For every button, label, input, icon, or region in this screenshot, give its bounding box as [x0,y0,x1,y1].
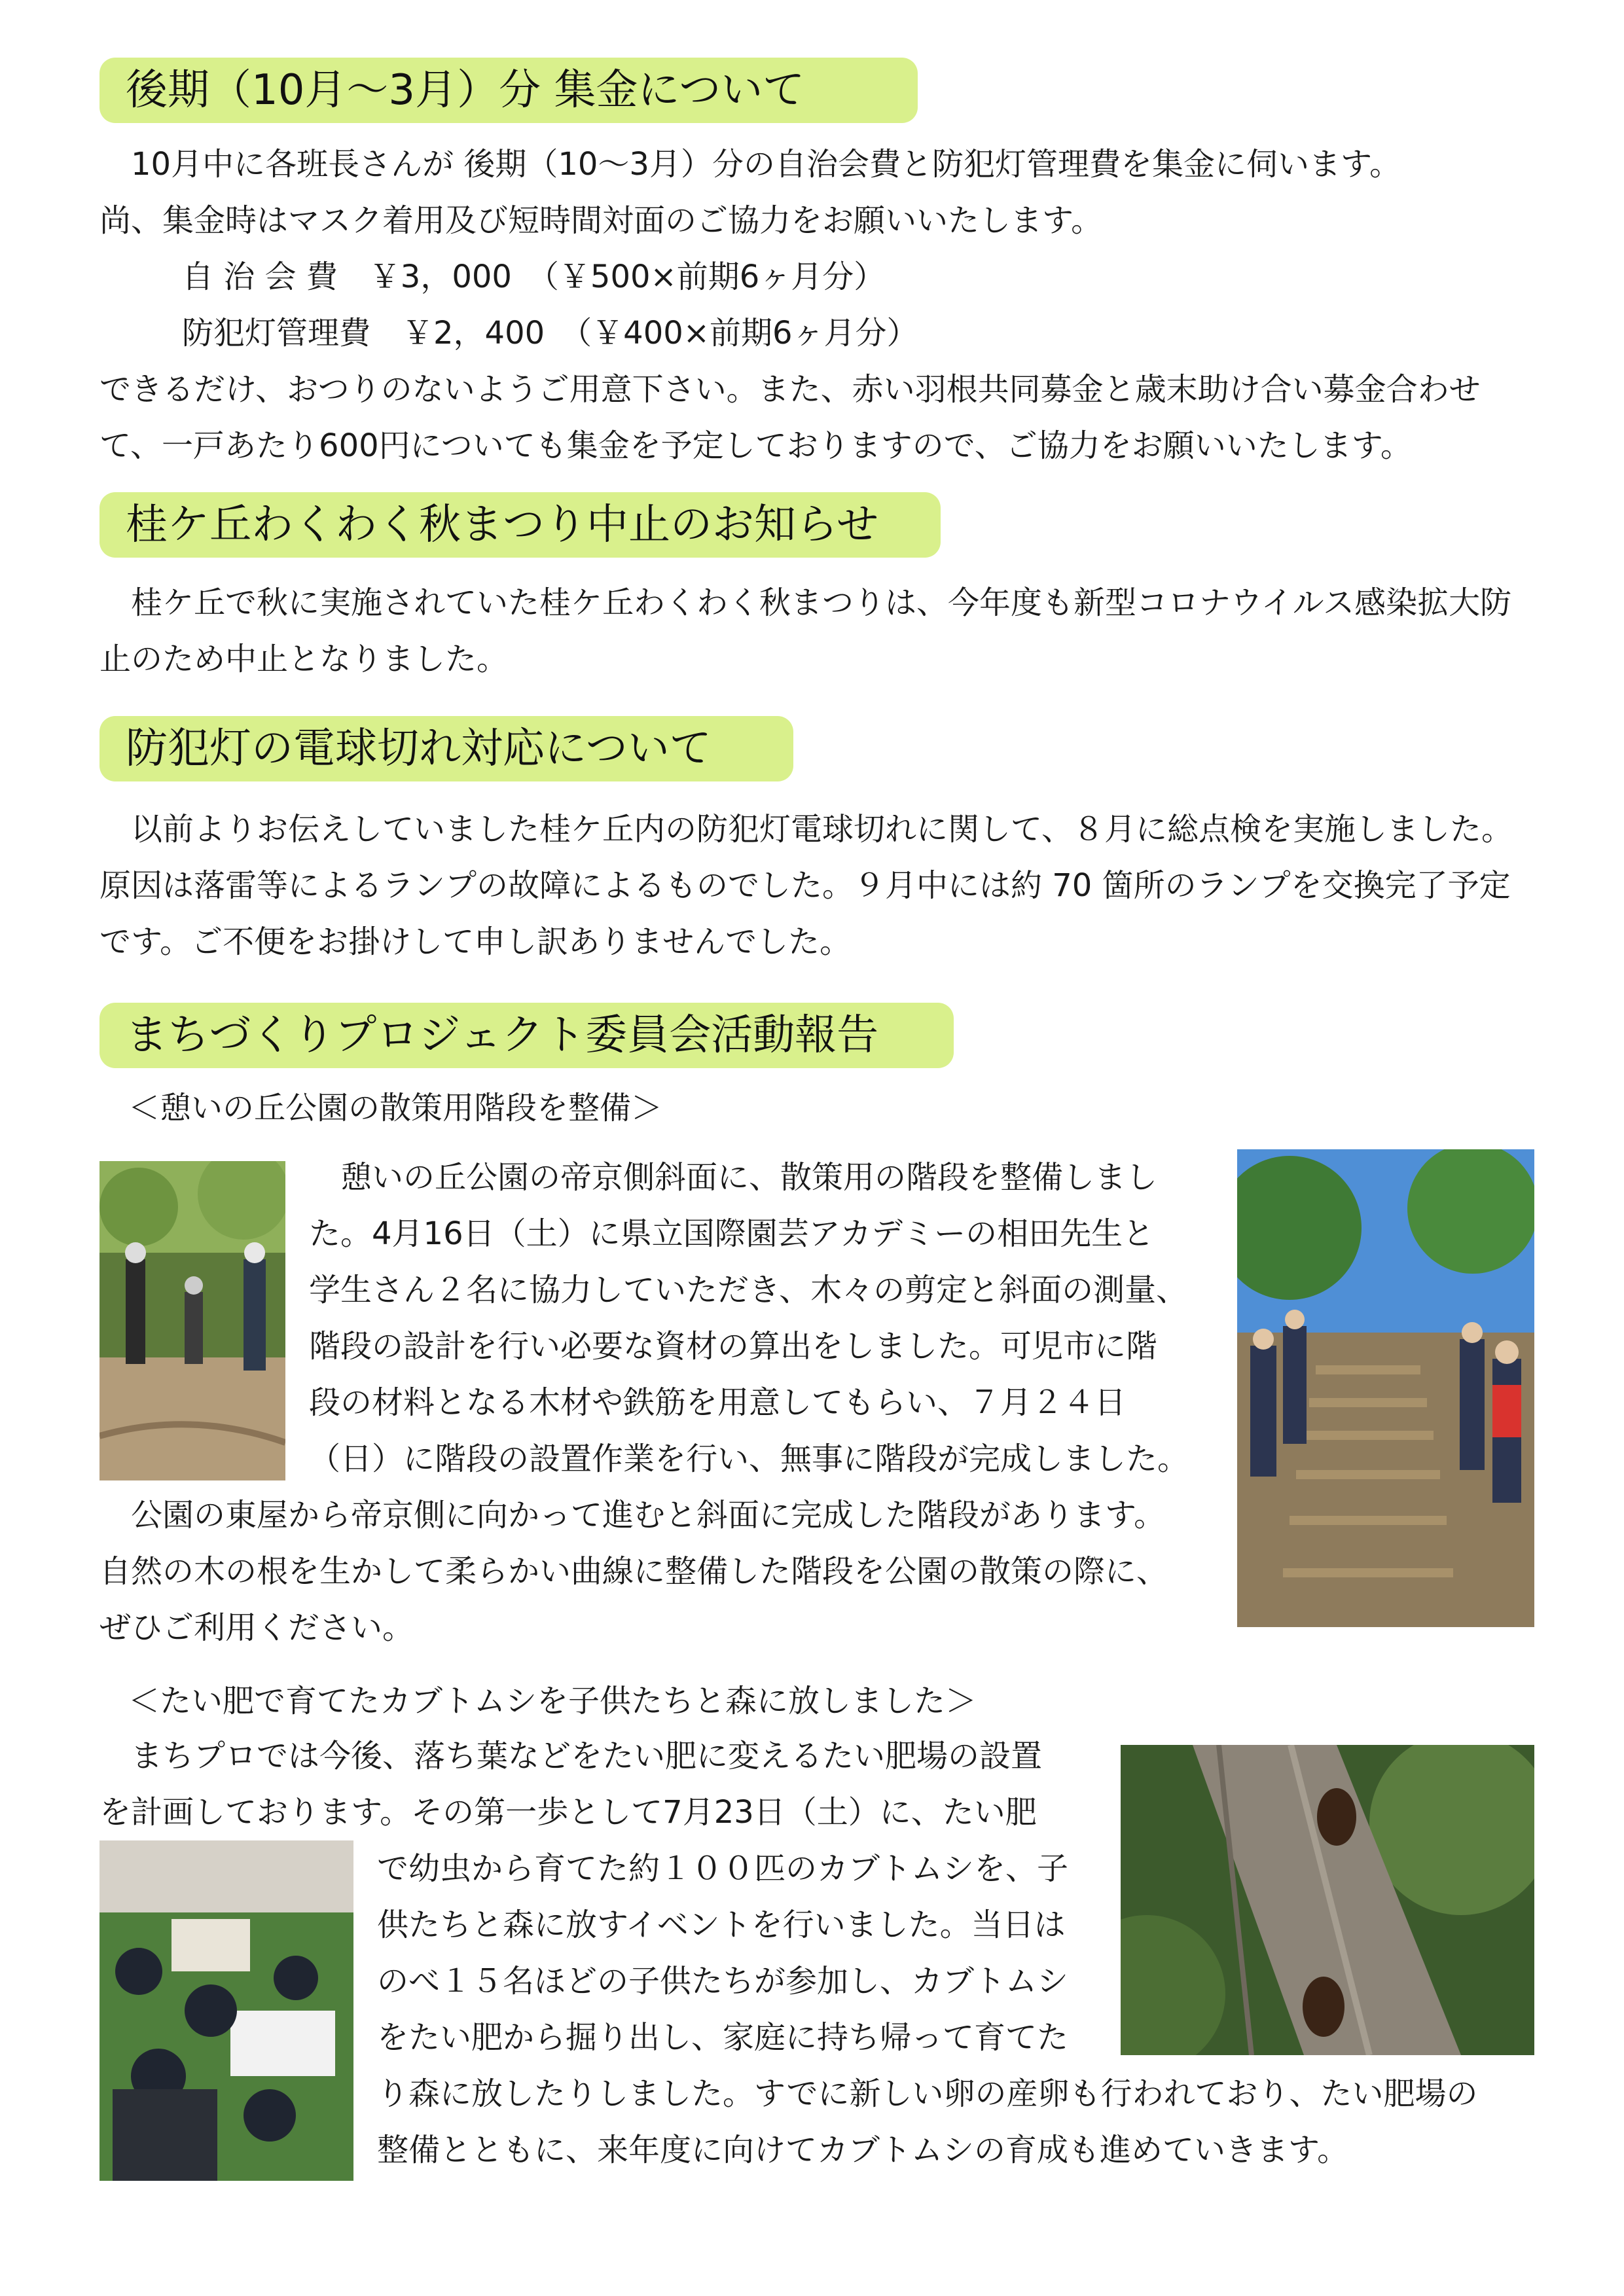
beetle-line-4: 供たちと森に放すイベントを行いました。当日は [377,1907,1066,1943]
work-photo [99,1161,285,1480]
beetle-line-5: のべ１５名ほどの子供たちが参加し、カブトムシ [377,1963,1069,2000]
collection-intro-text: 10月中に各班長さんが 後期（10～3月）分の自治会費と防犯灯管理費を集金に伺います。 尚、集金時はマスク着用及び短時間対面のご協力をお願いいたします。 [99,146,1401,239]
stairs-line-5: 段の材料となる木材や鉄筋を用意してもらい、７月２４日 [309,1384,1127,1421]
collection-note-text: できるだけ、おつりのないようご用意下さい。また、赤い羽根共同募金と歳末助け合い募金合わせて、一戸あたり600円についても集金を予定しておりますので、ご協力をお願いいたします。 [99,371,1481,464]
stairs-line-1: 憩いの丘公園の帝京側斜面に、散策用の階段を整備しまし [340,1159,1158,1196]
beetle-tree-photo [1121,1745,1534,2055]
festival-text: 桂ケ丘で秋に実施されていた桂ケ丘わくわく秋まつりは、今年度も新型コロナウイルス感染拡大防止のため中止となりました。 [99,584,1512,677]
fee-line-streetlight: 防犯灯管理費 ￥2，400 （￥400×前期6ヶ月分） [182,315,918,351]
stairs-group-photo [1237,1149,1534,1627]
beetle-line-1: まちプロでは今後、落ち葉などをたい肥に変えるたい肥場の設置 [99,1738,1043,1774]
stairs-line-6: （日）に階段の設置作業を行い、無事に階段が完成しました。 [309,1441,1189,1477]
section-heading-project: まちづくりプロジェクト委員会活動報告 [99,1003,954,1068]
children-photo [99,1840,353,2181]
beetle-line-3: で幼虫から育てた約１００匹のカブトムシを、子 [377,1850,1069,1887]
subheading-stairs: ＜憩いの丘公園の散策用階段を整備＞ [128,1090,663,1126]
stairs-line-4: 階段の設計を行い必要な資材の算出をしました。可児市に階 [309,1328,1158,1365]
stairs-line-7: 公園の東屋から帝京側に向かって進むと斜面に完成した階段があります。 [99,1497,1166,1534]
stairs-line-8: 自然の木の根を生かして柔らかい曲線に整備した階段を公園の散策の際に、 [99,1553,1168,1590]
streetlight-text: 以前よりお伝えしていました桂ケ丘内の防犯灯電球切れに関して、８月に総点検を実施しました。原因は落雷等によるランプの故障によるものでした。９月中には約 70 箇所のランプを交換完了予定です。ご不便をお掛けして申し訳ありませんでした。 [99,811,1513,960]
stairs-line-2: た。4月16日（土）に県立国際園芸アカデミーの相田先生と [309,1215,1155,1252]
beetle-line-7: り森に放したりしました。すでに新しい卵の産卵も行われており、たい肥場の [377,2075,1478,2112]
beetle-line-2: を計画しております。その第一歩として7月23日（土）に、たい肥 [99,1794,1037,1831]
beetle-line-8: 整備とともに、来年度に向けてカブトムシの育成も進めていきます。 [377,2132,1349,2168]
section-heading-streetlight: 防犯灯の電球切れ対応について [99,716,793,781]
fee-line-association: 自 治 会 費 ￥3，000 （￥500×前期6ヶ月分） [182,259,886,295]
subheading-beetles: ＜たい肥で育てたカブトムシを子供たちと森に放しました＞ [128,1683,977,1719]
beetle-line-6: をたい肥から掘り出し、家庭に持ち帰って育てた [377,2019,1069,2056]
stairs-line-9: ぜひご利用ください。 [99,1609,414,1646]
stairs-line-3: 学生さん２名に協力していただき、木々の剪定と斜面の測量、 [309,1272,1188,1308]
section-heading-collection: 後期（10月～3月）分 集金について [99,58,918,123]
section-heading-festival: 桂ケ丘わくわく秋まつり中止のお知らせ [99,492,941,558]
